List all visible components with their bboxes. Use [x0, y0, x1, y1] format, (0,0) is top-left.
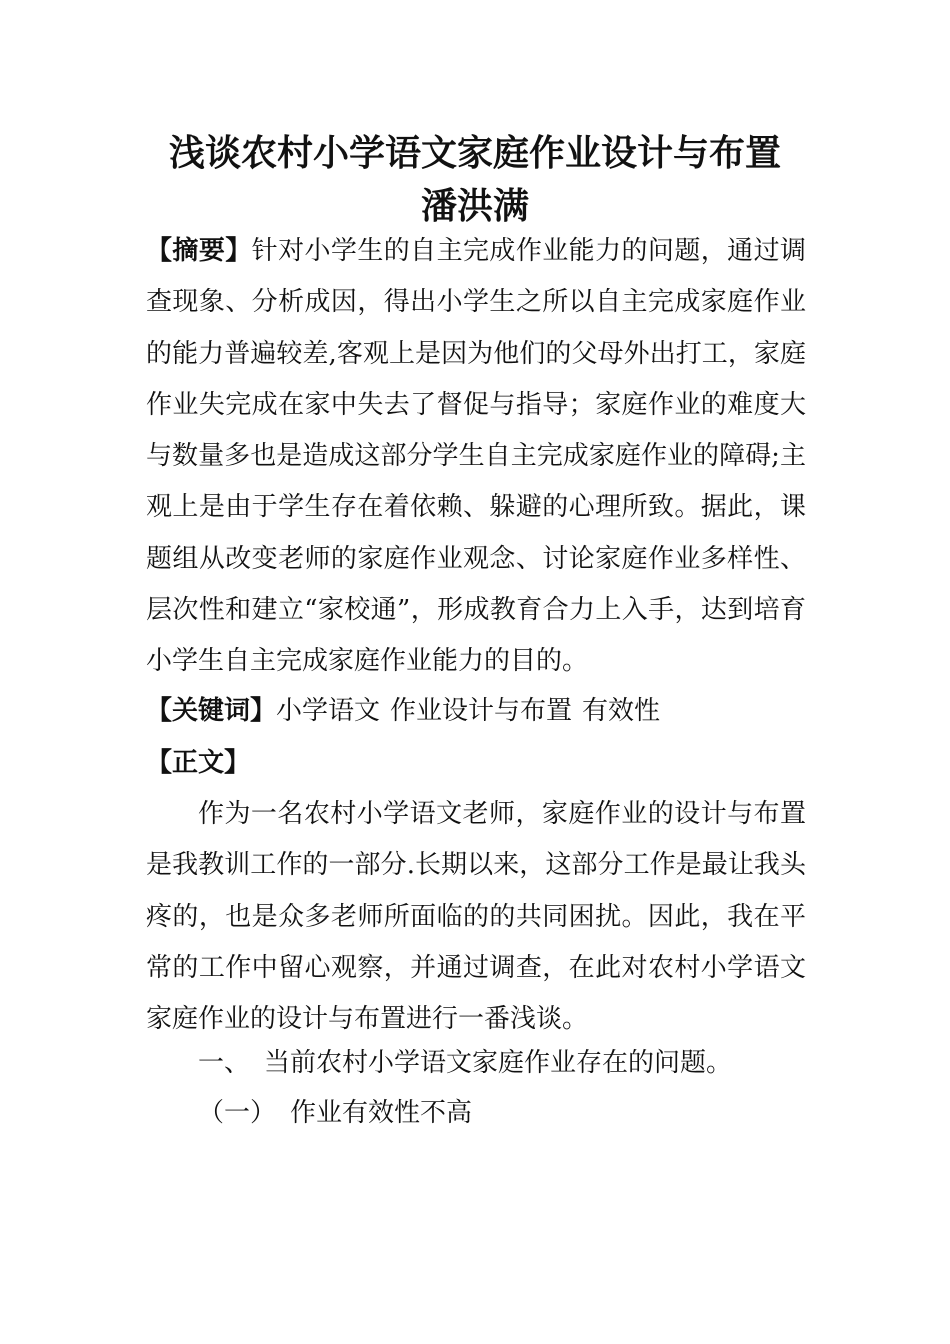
body-paragraph: 作为一名农村小学语文老师，家庭作业的设计与布置是我教训工作的一部分.长期以来，这部分工作是最让我头疼的，也是众多老师所面临的的共同困扰。因此，我在平常的工作中留心观察，并通过调查，在此对农村小学语文家庭作业的设计与布置进行一番浅谈。	[146, 799, 806, 1035]
keyword-item: 有效性	[582, 696, 661, 726]
section-title: 当前农村小学语文家庭作业存在的问题。	[264, 1048, 733, 1078]
author-name: 潘洪满	[420, 185, 529, 227]
keywords-line	[146, 686, 806, 737]
subsection-heading	[198, 1088, 858, 1139]
body-label: 【正文】	[146, 748, 251, 778]
abstract-text: 针对小学生的自主完成作业能力的问题，通过调查现象、分析成因，得出小学生之所以自主完成家庭作业的能力普遍较差,客观上是因为他们的父母外出打工，家庭作业失完成在家中失去了督促与指导；家庭作业的难度大与数量多也是造成这部分学生自主完成家庭作业的障碍;主观上是由于学生存在着依赖、躲避的心理所致。据此，课题组从改变老师的家庭作业观念、讨论家庭作业多样性、层次性和建立“家校通”，形成教育合力上入手，达到培育小学生自主完成家庭作业能力的目的。	[146, 236, 806, 677]
subsection-number: （一）	[198, 1098, 277, 1128]
section-heading	[198, 1038, 858, 1089]
keywords-label: 【关键词】	[146, 696, 277, 726]
section-number: 一、	[198, 1048, 251, 1078]
keyword-item: 小学语文	[276, 696, 381, 726]
abstract-label: 【摘要】	[146, 236, 252, 266]
subsection-title: 作业有效性不高	[290, 1098, 473, 1128]
keyword-item: 作业设计与布置	[390, 696, 573, 726]
document-title: 浅谈农村小学语文家庭作业设计与布置	[168, 132, 781, 174]
abstract-paragraph	[146, 226, 806, 688]
